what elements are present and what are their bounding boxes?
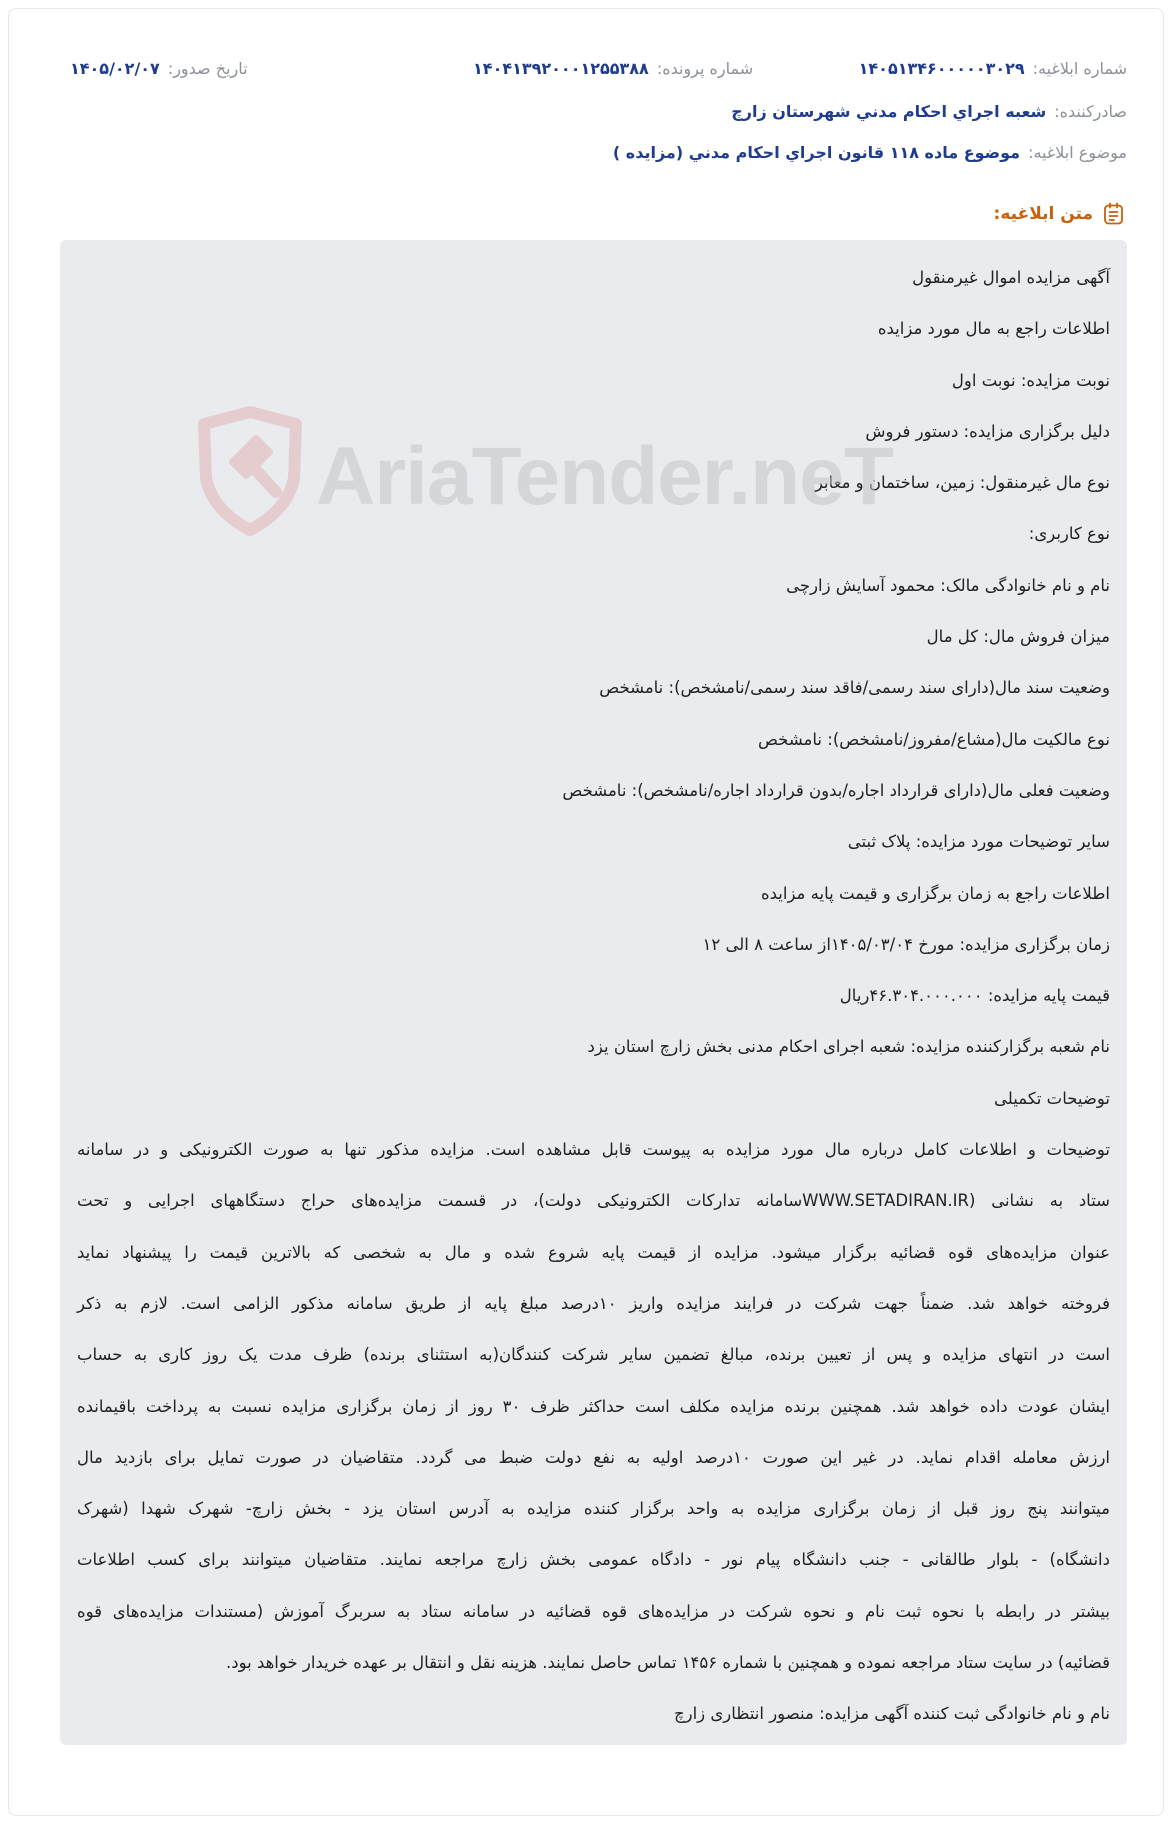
notice-paragraph-line: است در انتهای مزایده و پس از تعیین برنده، مبالغ تضمین سایر شرکت کنندگان(به استثنای برنده) ظرف مدت یک روز کاری به حساب [77,1345,1110,1365]
issue-date-label: تاریخ صدور: [167,58,248,78]
document-list-icon [1101,201,1127,227]
notice-lines [77,252,1110,1124]
notice-text-heading [994,200,1127,228]
case-number-label: شماره پرونده: [656,58,754,78]
issuer-row [70,97,1127,125]
notice-line: قیمت پایه مزایده: ۴۶.۳۰۴.۰۰۰.۰۰۰ریال [839,986,1110,1006]
notice-paragraph-line: دانشگاه) - بلوار طالقانی - جنب دانشگاه پیام نور - دادگاه عمومی بخش زارچ مراجعه نمایند. متقاضیان میتوانند برای کسب اطلاعات [77,1550,1110,1570]
notice-paragraph-line: قضائیه) در سایت ستاد مراجعه نموده و همچنین با شماره ۱۴۵۶ تماس حاصل نمایند. هزینه نقل و انتقال بر عهده خریدار خواهد بود. [225,1653,1110,1673]
notice-line: نوع مالکیت مال(مشاع/مفروز/نامشخص): نامشخص [757,729,1110,749]
issuer-value: شعبه اجراي احکام مدني شهرستان زارچ [731,101,1047,121]
notice-paragraph-line: میتوانند پنج روز قبل از زمان برگزاری مزایده به واحد برگزار کننده مزایده به آدرس استان یزد - بخش زارچ- شهرک شهدا (شهرک [77,1499,1110,1519]
watermark-text: AriaTender.neT [316,431,893,522]
notice-paragraph-line: ارزش معامله اقدام نماید. در غیر این صورت ۱۰درصد اولیه به نفع دولت ضبط می گردد. متقاضیان در صورت تمایل برای بازدید مال [77,1447,1111,1467]
notice-meta-row [70,54,1127,82]
notice-number-value: ۱۴۰۵۱۳۴۶۰۰۰۰۰۳۰۲۹ [858,58,1025,78]
notice-number-label: شماره ابلاغیه: [1032,58,1127,78]
subject-row [70,138,1127,166]
notice-paragraph-line: ایشان عودت داده خواهد شد. همچنین برنده مزایده مکلف است حداکثر ظرف ۳۰ روز از زمان برگزاری مزایده نسبت به پرداخت باقیمانده [77,1396,1111,1416]
notice-line: نوع کاربری: [1028,524,1110,544]
notice-line: اطلاعات راجع به مال مورد مزایده [877,319,1110,339]
notice-number [859,59,1127,78]
notice-paragraph-line: ستاد به نشانی (WWW.SETADIRAN.IRسامانه تدارکات الکترونیکی دولت)، در قسمت مزایده‌های حراج دستگاههای اجرایی و تحت [77,1191,1110,1211]
notice-body [60,240,1127,1745]
case-number-value: ۱۴۰۴۱۳۹۲۰۰۰۱۲۵۵۳۸۸ [473,58,649,78]
notice-line: نوع مال غیرمنقول: زمین، ساختمان و معابر [814,473,1110,493]
notice-line: سایر توضیحات مورد مزایده: پلاک ثبتی [847,832,1110,852]
issue-date [70,59,248,78]
notice-footer-line: نام و نام خانوادگی ثبت کننده آگهی مزایده: منصور انتظاری زارچ [673,1704,1110,1724]
notice-line: دلیل برگزاری مزایده: دستور فروش [865,421,1110,441]
notice-line: وضعیت سند مال(دارای سند رسمی/فاقد سند رسمی/نامشخص): نامشخص [599,678,1110,698]
notice-line: توضیحات تکمیلی [994,1088,1110,1108]
notice-line: آگهی مزایده اموال غیرمنقول [912,268,1110,287]
notice-text-heading-label: متن ابلاغیه: [993,204,1093,224]
notice-line: نام شعبه برگزارکننده مزایده: شعبه اجرای احکام مدنی بخش زارچ استان یزد [587,1037,1110,1057]
notice-paragraph-line: بیشتر در رابطه با نحوه ثبت نام و نحوه شرکت در مزایده‌های قوه قضائیه در سامانه ستاد به سربرگ آموزش (مستندات مزایده‌های قوه [77,1601,1110,1621]
notice-paragraph [77,1124,1110,1688]
notice-line: وضعیت فعلی مال(دارای قرارداد اجاره/بدون قرارداد اجاره/نامشخص): نامشخص [562,780,1110,800]
notice-line: اطلاعات راجع به زمان برگزاری و قیمت پایه مزایده [760,883,1110,903]
subject-value: موضوع ماده ۱۱۸ قانون اجراي احکام مدني (مزايده ) [612,142,1021,162]
notice-paragraph-line: عنوان مزایده‌های قوه قضائیه برگزار میشود. مزایده از قیمت پایه شروع شده و مال به شخصی که بالاترین قیمت را پیشنهاد نماید [77,1242,1110,1262]
case-number [473,59,753,78]
issuer-label: صادرکننده: [1054,101,1127,121]
notice-line: نام و نام خانوادگی مالک: محمود آسایش زارچی [786,575,1110,595]
notice-line: زمان برگزاری مزایده: مورخ ۱۴۰۵/۰۳/۰۴از ساعت ۸ الی ۱۲ [702,934,1110,954]
notice-line: نوبت مزایده: نوبت اول [951,370,1110,390]
notice-paragraph-line: فروخته خواهد شد. ضمناً جهت شرکت در فرایند مزایده واریز ۱۰درصد مبلغ پایه از طریق سامانه مذکور الزامی است. لازم به ذکر [77,1293,1111,1313]
subject-label: موضوع ابلاغیه: [1028,142,1127,162]
notice-paragraph-line: توضیحات و اطلاعات کامل درباره مال مورد مزایده به پیوست قابل مشاهده است. مزایده مذکور تنها به صورت الکترونیکی و در سامانه [77,1140,1110,1160]
notice-line: میزان فروش مال: کل مال [926,627,1110,647]
issue-date-value: ۱۴۰۵/۰۲/۰۷ [70,58,160,78]
